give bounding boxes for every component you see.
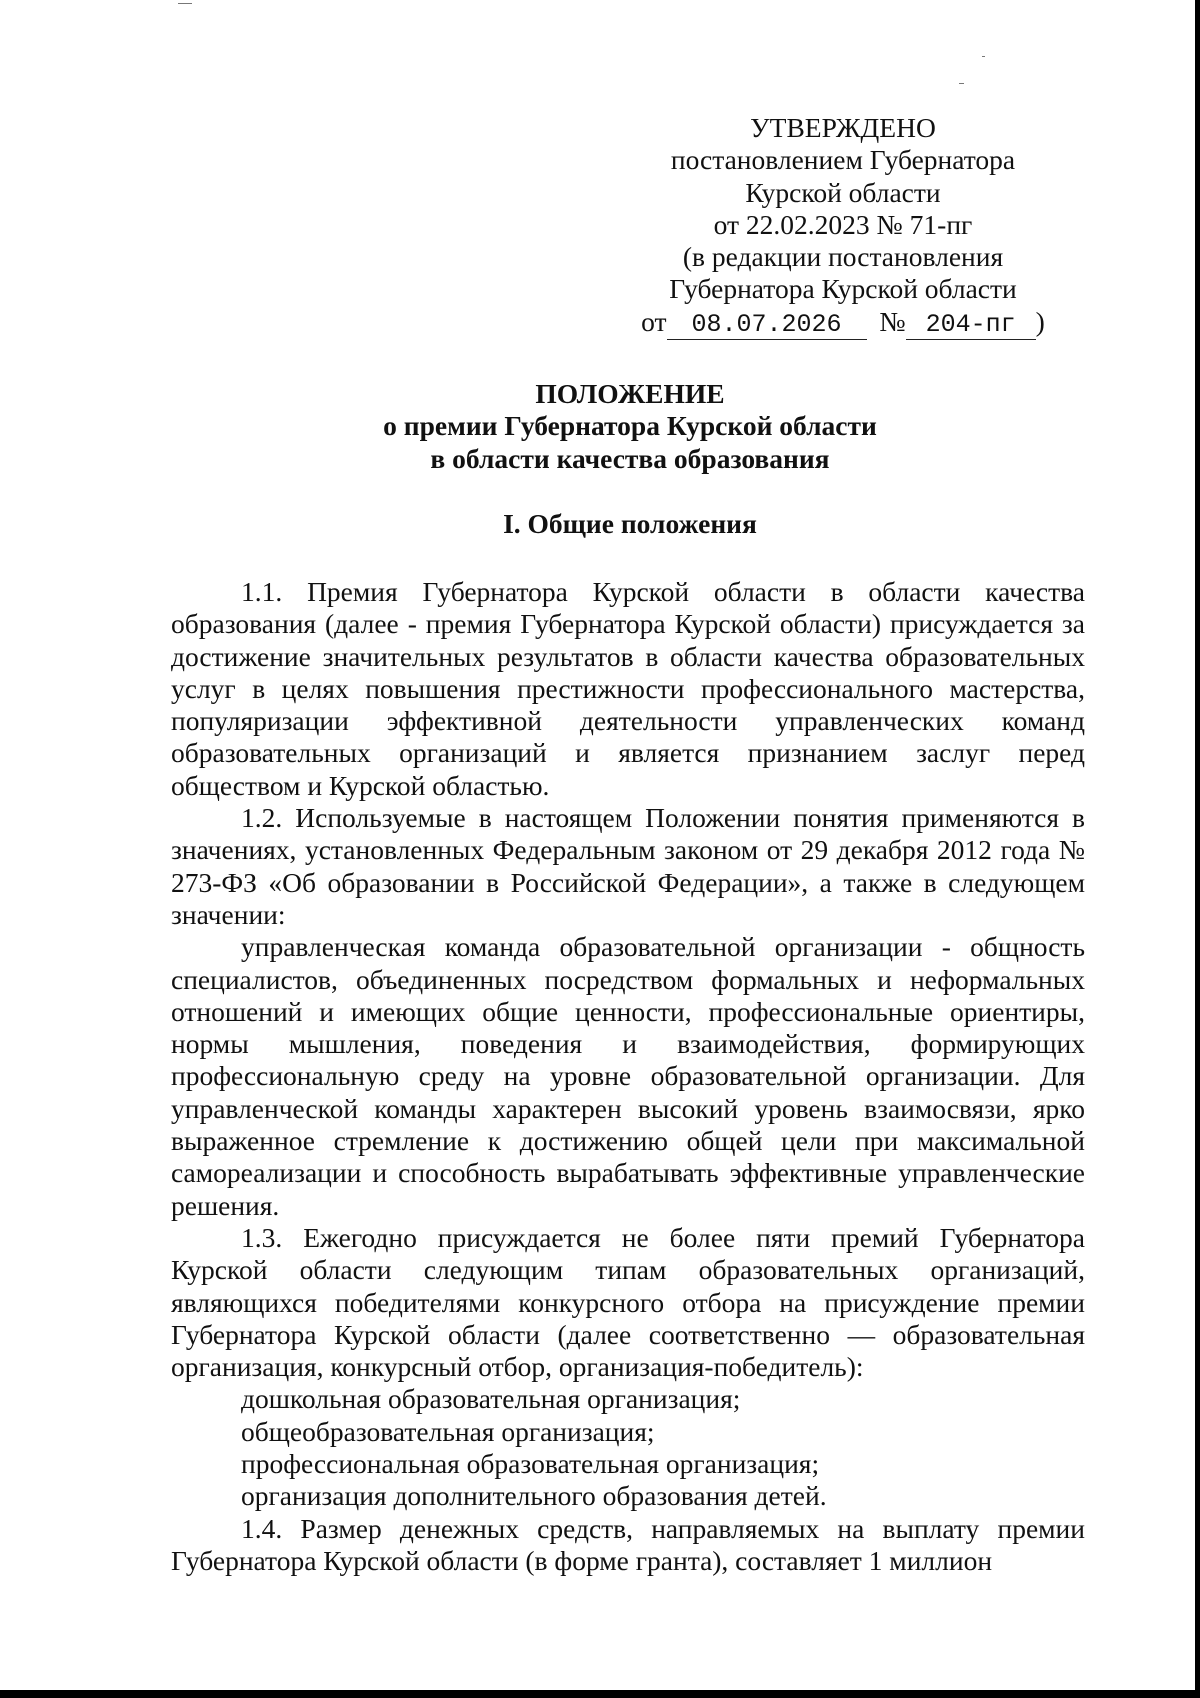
list-item: организация дополнительного образования детей. (241, 1480, 827, 1512)
revision-date-row (600, 306, 1086, 340)
date-prefix: от (641, 305, 667, 337)
list-item: профессиональная образовательная организация; (241, 1448, 820, 1480)
approval-line: (в редакции постановления (682, 241, 1004, 273)
scan-speck (959, 83, 964, 84)
number-prefix: № (879, 305, 906, 337)
revision-date-field: 08.07.2026 (667, 311, 867, 340)
title-line: ПОЛОЖЕНИЕ (535, 378, 725, 409)
paragraph: 1.1. Премия Губернатора Курской области в области качества образования (далее - премия Губернатора Курской области) присуждается за достижение значительных результатов в области качества образовательных услуг в целях повышения престижности профессионального мастерства, популяризации эффективной деятельности управленческих команд образовательных организаций и является признанием заслуг перед обществом и Курской областью. (171, 576, 1085, 801)
title-line: о премии Губернатора Курской области (383, 410, 877, 442)
title-line: в области качества образования (430, 442, 830, 474)
paragraph: 1.2. Используемые в настоящем Положении понятия применяются в значениях, установленных Федеральным законом от 29 декабря 2012 года № 273-ФЗ «Об образовании в Российской Федерации», а также в следующем значении: (171, 802, 1085, 930)
revision-number-field: 204-пг (906, 311, 1036, 340)
approval-stamp-block (600, 112, 1086, 340)
document-body (171, 576, 1085, 1577)
list-item: общеобразовательная организация; (241, 1415, 655, 1447)
approval-line: от 22.02.2023 № 71-пг (713, 208, 973, 240)
paragraph: 1.4. Размер денежных средств, направляемых на выплату премии Губернатора Курской области (в форме гранта), составляет 1 миллион (171, 1512, 1085, 1576)
approval-line: Курской области (745, 176, 941, 208)
paragraph: управленческая команда образовательной организации - общность специалистов, объединенных посредством формальных и неформальных отношений и имеющих общие ценности, профессиональные ориентиры, нормы мышления, поведения и взаимодействия, формирующих профессиональную среду на уровне образовательной организации. Для управленческой команды характерен высокий уровень взаимосвязи, ярко выраженное стремление к достижению общей цели при максимальной самореализации и способность вырабатывать эффективные управленческие решения. (171, 931, 1085, 1221)
paragraph: 1.3. Ежегодно присуждается не более пяти премий Губернатора Курской области следующим типам образовательных организаций, являющихся победителями конкурсного отбора на присуждение премии Губернатора Курской области (далее соответственно — образовательная организация, конкурсный отбор, организация-победитель): (171, 1221, 1085, 1383)
close-paren: ) (1035, 305, 1045, 337)
approved-label: УТВЕРЖДЕНО (750, 112, 936, 143)
document-title (0, 378, 1200, 475)
section-heading: I. Общие положения (503, 508, 757, 539)
approval-line: постановлением Губернатора (670, 144, 1016, 176)
approval-line: Губернатора Курской области (669, 273, 1017, 305)
scan-speck (982, 56, 985, 57)
list-item: дошкольная образовательная организация; (241, 1383, 741, 1415)
scan-edge-bottom (0, 1690, 1200, 1698)
scan-speck (178, 3, 192, 4)
scan-edge-right (1195, 0, 1200, 1698)
